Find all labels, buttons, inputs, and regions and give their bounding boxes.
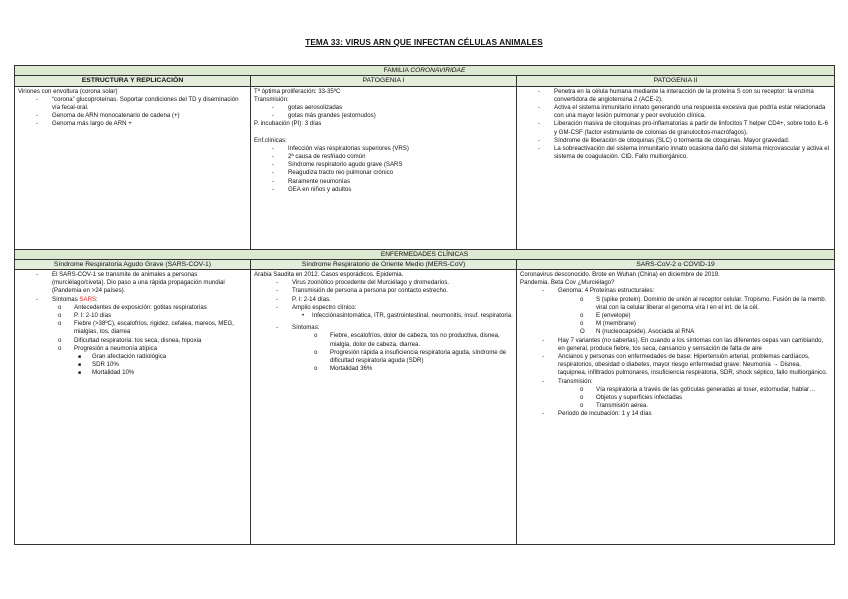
list-item: o Objetos y superficies infectadas bbox=[580, 394, 683, 402]
list-item: - Transmisión de persona a persona por contacto estrecho. bbox=[276, 287, 448, 295]
mers-cov-cell bbox=[251, 270, 517, 545]
patogenia-1-cell bbox=[251, 86, 517, 249]
list-item: ■ SDR 10% bbox=[78, 361, 119, 369]
header-patogenia-1: PATOGENIA I bbox=[251, 76, 517, 87]
list-item: - Síndrome de liberación de citoquinas (SLC) o tormenta de citoquinas. Mayor gravedad. bbox=[538, 136, 790, 144]
list-item: o Mortalidad 36% bbox=[314, 365, 373, 373]
list-item: - Penetra en la célula humana mediante la interacción de la proteína S con su receptor: la enzima convertidora de angiotensina 2 (ACE-2). bbox=[538, 87, 814, 103]
list-item: o Antecedentes de exposición: gotitas respiratorias bbox=[58, 303, 207, 311]
text-line: Coronavirus desconocido. Brote en Wuhan (China) en diciembre de 2019. bbox=[520, 271, 720, 278]
list-item: o Fiebre, escalofríos, dolor de cabeza, tos no productiva, disnea, mialgia, dolor de cabeza, diarrea. bbox=[314, 332, 500, 348]
list-item: - Ancianos y personas con enfermedades de base: Hipertensión arterial, problemas cardíacos, respiratorios, obesidad o diabetes, mayor riesgo enfermedad grave: Neumonía → Disnea, taquipnea, infiltrados pulmonares, insuficiencia respiratoria, SDR, shock séptico, fallo multiorgánico. bbox=[542, 353, 828, 377]
covid-19-cell bbox=[517, 270, 835, 545]
patogenia-2-cell bbox=[517, 86, 835, 249]
list-item: - Síndrome respiratorio agudo grave (SARS bbox=[272, 161, 403, 169]
list-item: o Progresión a neumonía atípica bbox=[58, 344, 157, 352]
text-line: Transmisión: bbox=[254, 95, 289, 103]
header-mers-cov: Síndrome Respiratorio de Oriente Medio (MERS-CoV) bbox=[251, 259, 517, 270]
list-item: - Amplio espectro clínico: bbox=[276, 303, 357, 311]
text-line: P. incubación (PI): 3 días bbox=[254, 120, 322, 128]
list-item: o E (envelope) bbox=[580, 312, 631, 320]
list-item: - gotas más grandes (estornudos) bbox=[272, 112, 376, 120]
text-line: Viriones con envoltura (corona solar) bbox=[18, 87, 118, 95]
text-line: Arabia Saudita en 2012. Casos esporádicos. Epidemia. bbox=[254, 271, 404, 278]
page-title: TEMA 33: VIRUS ARN QUE INFECTAN CÉLULAS ANIMALES bbox=[305, 38, 543, 47]
list-item: o Progresión rápida a insuficiencia respiratoria aguda, síndrome de dificultad respiratoria aguda (SDR) bbox=[314, 348, 507, 365]
list-item: o Fiebre (>38ºC), escalofríos, rigidez, cefalea, mareos, MEG, mialgias, tos, diarrea bbox=[58, 320, 234, 336]
list-item: - Reagudiza tracto reo pulmonar crónico bbox=[272, 169, 394, 177]
text-line: Pandemia. Beta Cov ¿Murciélago? bbox=[520, 279, 615, 287]
list-item: - Síntomas: bbox=[276, 324, 320, 332]
list-item: o S (spike protein). Dominio de unión al receptor celular. Tropismo. Fusión de la memb. viral con la celular liberar el genoma vira l en el int. de la cél. bbox=[580, 295, 827, 311]
list-item: o Vía respiratoria a través de las gotículas generadas al toser, estornudar, hablar… bbox=[580, 385, 816, 393]
sars-highlight: SARS bbox=[79, 295, 97, 303]
list-item: - Genoma: 4 Proteínas estructurales: bbox=[542, 287, 655, 295]
list-item: o Dificultad respiratoria: tos seca, disnea, hipoxia bbox=[58, 336, 202, 344]
list-item: - “corona” glucoproteínas. Soportar condiciones del TD y diseminación vía fecal-oral. bbox=[36, 95, 239, 111]
header-sars-cov-1: Síndrome Respiratoria Agudo Grave (SARS-COV-1) bbox=[15, 259, 251, 270]
family-band: FAMILIA CORONAVIRIDAE bbox=[15, 66, 835, 76]
list-item: - P. I: 2-14 días. bbox=[276, 295, 331, 303]
estructura-cell bbox=[15, 86, 251, 249]
list-item: o M (membrane) bbox=[580, 320, 636, 328]
list-item: - Genoma de ARN monocatenario de cadena (+) bbox=[36, 112, 180, 120]
list-item: - La sobreactivación del sistema inmunitario innato ocasiona daño del sistema microvascular y activa el sistema de coagulación. CID. Fallo multiorgánico. bbox=[538, 144, 830, 161]
list-item: o Transmisión aérea. bbox=[580, 402, 648, 410]
text-line: Tª óptima proliferación: 33-35ºC bbox=[254, 87, 341, 95]
list-item: o P. I: 2-10 días bbox=[58, 312, 112, 320]
list-item: - Genoma más largo de ARN + bbox=[36, 120, 132, 128]
list-item: - Hay 7 variantes (no saberlas). En cuando a los síntomas con las diferentes cepas van cambiando, en general, produce fiebre, tos seca, cansancio y sensación de falta de aire bbox=[542, 336, 824, 352]
list-item: - Infección vías respiratorias superiores (VRS) bbox=[272, 144, 409, 152]
text-line: Enf.clínicas: bbox=[254, 136, 287, 144]
list-item: O N (nucleocapside). Asociada al RNA bbox=[580, 328, 695, 336]
list-item: - 2ª causa de resfriado común bbox=[272, 152, 366, 160]
list-item: - Raramente neumonías bbox=[272, 177, 350, 185]
list-item: - Virus zoonótico procedente del Murciélago y dromedarios. bbox=[276, 279, 450, 287]
list-item: - Periodo de incubación: 1 y 14 días bbox=[542, 410, 652, 418]
list-item: ■ Mortalidad 10% bbox=[78, 369, 135, 377]
header-estructura: ESTRUCTURA Y REPLICACIÓN bbox=[15, 76, 251, 87]
list-item: - Síntomas SARS: bbox=[36, 295, 98, 303]
list-item: - Liberación masiva de citoquinas pro-inflamatorias a partir de linfocitos T helper CD4+, sobre todo IL-6 y GM-CSF (factor estimulante de colonias de granulocitos-macrófagos). bbox=[538, 120, 828, 136]
sars-cov-1-cell bbox=[15, 270, 251, 545]
list-item: • Infecciónasintomática, ITR, gastrointestinal, neumonitis, insuf. respiratoria. bbox=[302, 312, 513, 320]
header-covid-19: SARS-CoV-2 o COVID-19 bbox=[517, 259, 835, 270]
list-item: - GEA en niños y adultos bbox=[272, 185, 352, 193]
list-item: - gotas aerosolizadas bbox=[272, 103, 343, 111]
header-patogenia-2: PATOGENIA II bbox=[517, 76, 835, 87]
list-item: - Activa el sistema inmunitario innato generando una respuesta excesiva que podría estar relacionada con una mayor lesión pulmonar y peor evolución clínica. bbox=[538, 103, 826, 120]
list-item: - El SARS-COV-1 se transmite de animales a personas (murciélago/civeta). Dio paso a una rápida propagación mundial (Pandemia en >24 países). bbox=[36, 271, 225, 295]
list-item: - Transmisión: bbox=[542, 377, 593, 385]
list-item: ■ Gran afectación radiológica bbox=[78, 353, 167, 361]
coronaviridae-table bbox=[14, 65, 835, 545]
clinical-band: ENFERMEDADES CLÍNICAS bbox=[15, 249, 835, 259]
